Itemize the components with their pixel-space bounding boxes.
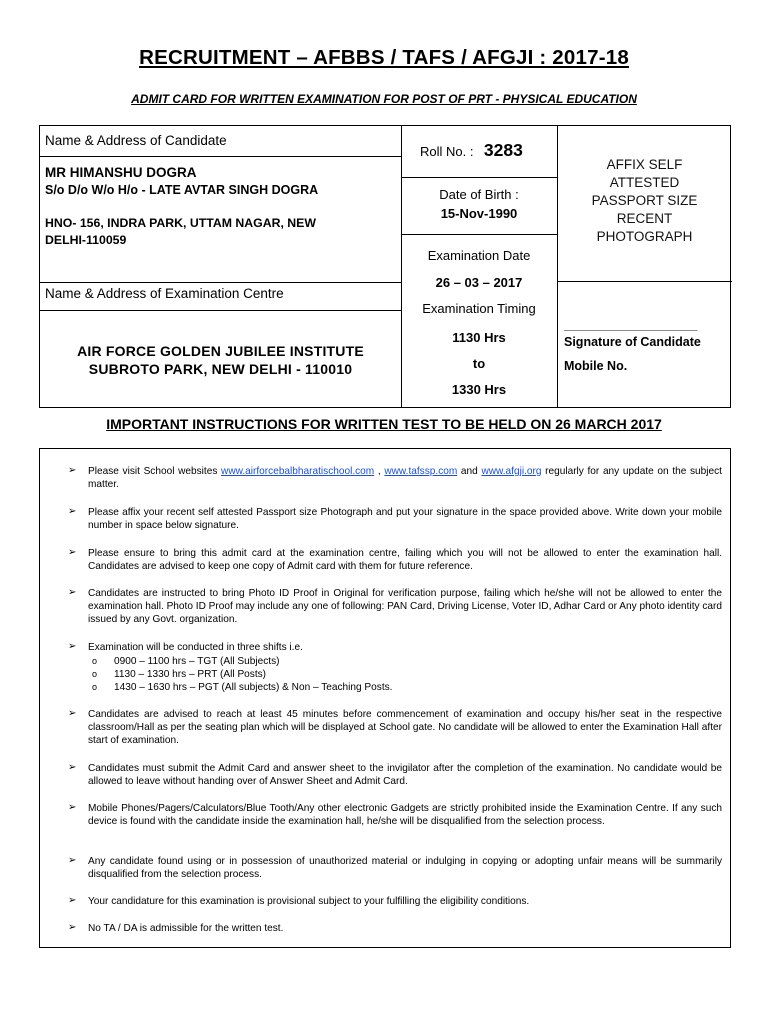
page-title: RECRUITMENT – AFBBS / TAFS / AFGJI : 2017-18 — [139, 46, 629, 69]
bullet-icon: ➢ — [68, 708, 77, 719]
bullet-icon: ➢ — [68, 641, 77, 652]
bullet-icon: ➢ — [68, 922, 77, 933]
centre-label: Name & Address of Examination Centre — [45, 286, 284, 301]
instruction-item: Please affix your recent self attested Passport size Photograph and put your signature in the space provided above. Write down your mobile number in space below signature. — [88, 507, 722, 531]
bullet-icon: ➢ — [68, 547, 77, 558]
photo-text-line: ATTESTED — [609, 175, 680, 190]
roll-number — [420, 140, 523, 161]
timing-to: to — [472, 356, 486, 371]
photo-text-line: AFFIX SELF — [606, 157, 683, 172]
shift-text: 0900 – 1100 hrs – TGT (All Subjects) — [114, 656, 280, 667]
timing-end: 1330 Hrs — [451, 382, 507, 397]
roll-value: 3283 — [483, 140, 523, 160]
instruction-item — [88, 465, 722, 491]
candidate-relation: S/o D/o W/o H/o - LATE AVTAR SINGH DOGRA — [45, 183, 319, 197]
dob-label: Date of Birth : — [439, 187, 519, 202]
candidate-name: MR HIMANSHU DOGRA — [45, 165, 197, 180]
table-divider — [40, 282, 401, 283]
website-link-tafs[interactable]: www.tafssp.com — [384, 466, 458, 477]
centre-address-line2: SUBROTO PARK, NEW DELHI - 110010 — [88, 361, 353, 377]
bullet-icon: ➢ — [68, 855, 77, 866]
table-divider — [401, 177, 557, 178]
instruction-item: Mobile Phones/Pagers/Calculators/Blue Tooth/Any other electronic Gadgets are strictly prohibited inside the Examination Centre. If any such device is found with the candidate inside the examination hall, he/she will be disqualified from the selection process. — [88, 803, 722, 827]
instructions-title: IMPORTANT INSTRUCTIONS FOR WRITTEN TEST TO BE HELD ON 26 MARCH 2017 — [106, 416, 662, 432]
sub-bullet-icon: o — [92, 682, 98, 692]
exam-timing-label: Examination Timing — [422, 301, 536, 316]
photo-text-line: PASSPORT SIZE — [591, 193, 698, 208]
website-link-afbbs[interactable]: www.airforcebalbharatischool.com — [221, 466, 375, 477]
table-divider — [40, 156, 401, 157]
table-divider — [40, 310, 401, 311]
photo-text-line: PHOTOGRAPH — [596, 229, 693, 244]
bullet-icon: ➢ — [68, 465, 77, 476]
table-divider — [557, 281, 732, 282]
admit-card-table — [39, 125, 731, 408]
instruction-text: and — [457, 466, 482, 477]
sub-bullet-icon: o — [92, 656, 98, 666]
sub-bullet-icon: o — [92, 669, 98, 679]
centre-address-line1: AIR FORCE GOLDEN JUBILEE INSTITUTE — [77, 343, 364, 359]
shift-text: 1430 – 1630 hrs – PGT (All subjects) & Non – Teaching Posts. — [114, 682, 393, 693]
instruction-text: Please visit School websites — [88, 466, 222, 477]
admit-card-subtitle: ADMIT CARD FOR WRITTEN EXAMINATION FOR POST OF PRT - PHYSICAL EDUCATION — [131, 92, 637, 106]
photo-placeholder — [557, 156, 732, 246]
instruction-item: Examination will be conducted in three shifts i.e. — [88, 642, 303, 653]
candidate-address-line2: DELHI-110059 — [45, 233, 127, 247]
instruction-item: Your candidature for this examination is provisional subject to your fulfilling the eligibility conditions. — [88, 896, 530, 907]
instruction-text: , — [374, 466, 385, 477]
shift-item — [92, 681, 393, 694]
signature-label: Signature of Candidate — [564, 335, 701, 349]
photo-text-line: RECENT — [616, 211, 673, 226]
bullet-icon: ➢ — [68, 802, 77, 813]
instruction-item: Candidates are advised to reach at least 45 minutes before commencement of examination and occupy his/her seat in the respective classroom/Hall as per the seating plan which will be displayed at School gate. No candidate will be allowed to enter the Examination Hall after start of examination. — [88, 709, 722, 746]
shift-text: 1130 – 1330 hrs – PRT (All Posts) — [114, 669, 267, 680]
bullet-icon: ➢ — [68, 506, 77, 517]
bullet-icon: ➢ — [68, 587, 77, 598]
mobile-label: Mobile No. — [564, 359, 628, 373]
instruction-item: Any candidate found using or in possession of unauthorized material or indulging in copying or adopting unfair means will be summarily disqualified from the selection process. — [88, 856, 722, 880]
instruction-item: Candidates are instructed to bring Photo ID Proof in Original for verification purpose, failing which he/she will not be allowed to enter the examination hall. Photo ID Proof may include any one of following: PAN Card, Driving License, Voter ID, Adhar Card or Any photo identity card issued by any Govt. organization. — [88, 588, 722, 625]
dob-value: 15-Nov-1990 — [440, 206, 518, 221]
instruction-item: No TA / DA is admissible for the written test. — [88, 923, 284, 934]
signature-line: ____________________ — [564, 318, 698, 332]
instruction-item: Please ensure to bring this admit card at the examination centre, failing which you will not be allowed to enter the examination hall. Candidates are advised to keep one copy of Admit card with them for future reference. — [88, 548, 722, 572]
exam-date-label: Examination Date — [427, 248, 531, 263]
shift-item — [92, 668, 267, 681]
shift-item — [92, 655, 280, 668]
candidate-address-line1: HNO- 156, INDRA PARK, UTTAM NAGAR, NEW — [45, 216, 316, 230]
exam-date-value: 26 – 03 – 2017 — [435, 275, 523, 290]
candidate-label: Name & Address of Candidate — [45, 133, 227, 148]
website-link-afgji[interactable]: www.afgji.org — [481, 466, 542, 477]
bullet-icon: ➢ — [68, 762, 77, 773]
table-divider — [401, 234, 557, 235]
instruction-item: Candidates must submit the Admit Card and answer sheet to the invigilator after the completion of the examination. No candidate would be allowed to leave without handing over of Answer Sheet and Admit Card. — [88, 763, 722, 787]
bullet-icon: ➢ — [68, 895, 77, 906]
instruction-text: regularly for any update on the subject matter. — [88, 466, 722, 490]
timing-start: 1130 Hrs — [452, 330, 506, 345]
instructions-box — [39, 448, 731, 948]
roll-label: Roll No. : — [420, 144, 474, 159]
